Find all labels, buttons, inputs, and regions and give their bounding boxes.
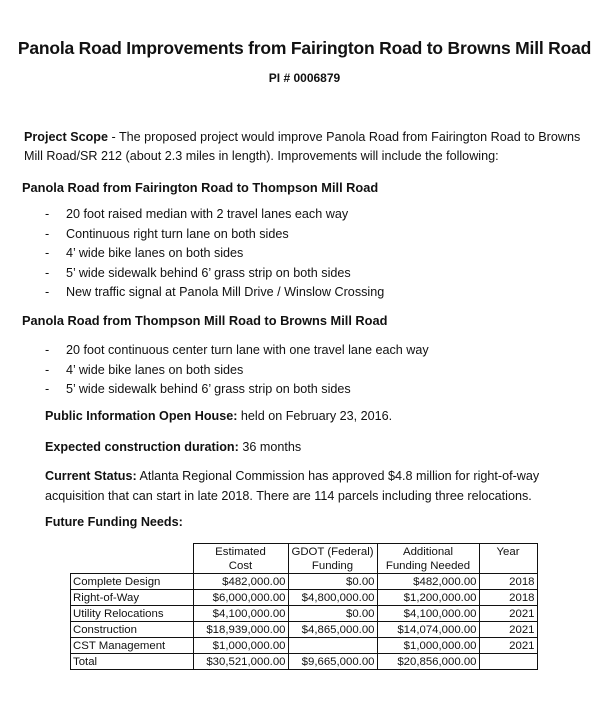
estimated-cost-cell: $1,000,000.00: [193, 638, 288, 654]
table-row: [71, 622, 538, 638]
year-cell: 2021: [479, 622, 537, 638]
gdot-funding-cell: $0.00: [288, 606, 377, 622]
open-house-label: Public Information Open House:: [45, 409, 238, 423]
list-item-text: 4’ wide bike lanes on both sides: [66, 362, 244, 377]
project-scope-paragraph: [24, 128, 596, 166]
estimated-cost-cell: $6,000,000.00: [193, 590, 288, 606]
list-item-text: 20 foot raised median with 2 travel lanes each way: [66, 207, 349, 221]
year-cell: 2021: [479, 606, 537, 622]
list-item: [45, 361, 429, 381]
construction-duration-label: Expected construction duration:: [45, 440, 239, 454]
row-label: Construction: [71, 622, 194, 638]
gdot-funding-cell: $9,665,000.00: [288, 654, 377, 670]
table-header-row: [71, 544, 538, 574]
header-line: Funding: [311, 560, 354, 572]
current-status-text: Atlanta Regional Commission has approved $4.8 million for right-of-way acquisition that can start in late 2018. There are 114 parcels including three relocations.: [45, 469, 540, 503]
current-status-paragraph: [45, 467, 600, 506]
gdot-funding-cell: $0.00: [288, 574, 377, 590]
header-year: [479, 544, 537, 574]
table-row: [71, 606, 538, 622]
list-item: [45, 264, 384, 284]
table-row: [71, 638, 538, 654]
additional-funding-cell: $20,856,000.00: [377, 654, 479, 670]
table-row: [71, 590, 538, 606]
table-row: [71, 574, 538, 590]
header-line: Cost: [228, 560, 253, 572]
pi-number: PI # 0006879: [268, 71, 341, 85]
estimated-cost-cell: $30,521,000.00: [193, 654, 288, 670]
additional-funding-cell: $4,100,000.00: [377, 606, 479, 622]
additional-funding-cell: $482,000.00: [377, 574, 479, 590]
estimated-cost-cell: $18,939,000.00: [193, 622, 288, 638]
list-item: [45, 225, 384, 245]
header-line: Year: [496, 546, 520, 558]
current-status-label: Current Status:: [45, 469, 137, 483]
list-item: [45, 244, 384, 264]
document-title: Panola Road Improvements from Fairington Road to Browns Mill Road: [17, 38, 592, 58]
segment2-list: [45, 341, 429, 400]
segment1-heading: Panola Road from Fairington Road to Thompson Mill Road: [22, 180, 379, 195]
gdot-funding-cell: $4,800,000.00: [288, 590, 377, 606]
header-additional-funding: [377, 544, 479, 574]
header-gdot-funding: [288, 544, 377, 574]
bullet-marker: -: [45, 362, 50, 377]
list-item-text: 20 foot continuous center turn lane with one travel lane each way: [66, 343, 429, 357]
bullet-marker: -: [45, 246, 50, 260]
row-label: CST Management: [71, 638, 194, 654]
header-line: Funding Needed: [385, 560, 471, 572]
estimated-cost-cell: $4,100,000.00: [193, 606, 288, 622]
segment1-list: [45, 205, 384, 303]
gdot-funding-cell: [288, 638, 377, 654]
future-funding-heading: Future Funding Needs:: [45, 515, 183, 529]
year-cell: 2021: [479, 638, 537, 654]
funding-table: [70, 543, 538, 670]
construction-duration-text: 36 months: [238, 440, 302, 454]
list-item: [45, 205, 384, 225]
row-label: Utility Relocations: [71, 606, 194, 622]
list-item-text: 5’ wide sidewalk behind 6’ grass strip on both sides: [66, 265, 351, 280]
year-cell: 2018: [479, 590, 537, 606]
year-cell: [479, 654, 537, 670]
year-cell: 2018: [479, 574, 537, 590]
row-label: Complete Design: [71, 574, 194, 590]
list-item: [45, 341, 429, 361]
construction-duration-paragraph: [45, 438, 600, 458]
row-label: Right-of-Way: [71, 590, 194, 606]
list-item-text: Continuous right turn lane on both sides: [66, 226, 289, 241]
additional-funding-cell: $1,000,000.00: [377, 638, 479, 654]
header-blank: [71, 544, 194, 574]
list-item-text: 4’ wide bike lanes on both sides: [66, 246, 244, 260]
estimated-cost-cell: $482,000.00: [193, 574, 288, 590]
additional-funding-cell: $1,200,000.00: [377, 590, 479, 606]
table-row-total: [71, 654, 538, 670]
project-scope-text: - The proposed project would improve Panola Road from Fairington Road to Browns Mill Road/SR 212 (about 2.3 miles in length). Improvements will include the following:: [24, 130, 581, 163]
bullet-marker: -: [45, 265, 50, 280]
list-item: [45, 380, 429, 400]
bullet-marker: -: [45, 382, 50, 396]
bullet-marker: -: [45, 207, 50, 221]
header-line: GDOT (Federal): [291, 546, 374, 558]
header-line: Additional: [402, 546, 454, 558]
project-scope-label: Project Scope: [24, 130, 108, 144]
list-item: [45, 283, 384, 303]
header-estimated-cost: [193, 544, 288, 574]
open-house-paragraph: [45, 407, 600, 427]
bullet-marker: -: [45, 285, 50, 299]
header-line: Estimated: [215, 546, 266, 558]
list-item-text: 5’ wide sidewalk behind 6’ grass strip on both sides: [66, 382, 351, 396]
gdot-funding-cell: $4,865,000.00: [288, 622, 377, 638]
bullet-marker: -: [45, 343, 50, 357]
open-house-text: held on February 23, 2016.: [237, 409, 393, 423]
segment2-heading: Panola Road from Thompson Mill Road to Browns Mill Road: [22, 313, 388, 328]
bullet-marker: -: [45, 226, 50, 241]
row-label: Total: [71, 654, 194, 670]
additional-funding-cell: $14,074,000.00: [377, 622, 479, 638]
list-item-text: New traffic signal at Panola Mill Drive / Winslow Crossing: [66, 285, 385, 299]
